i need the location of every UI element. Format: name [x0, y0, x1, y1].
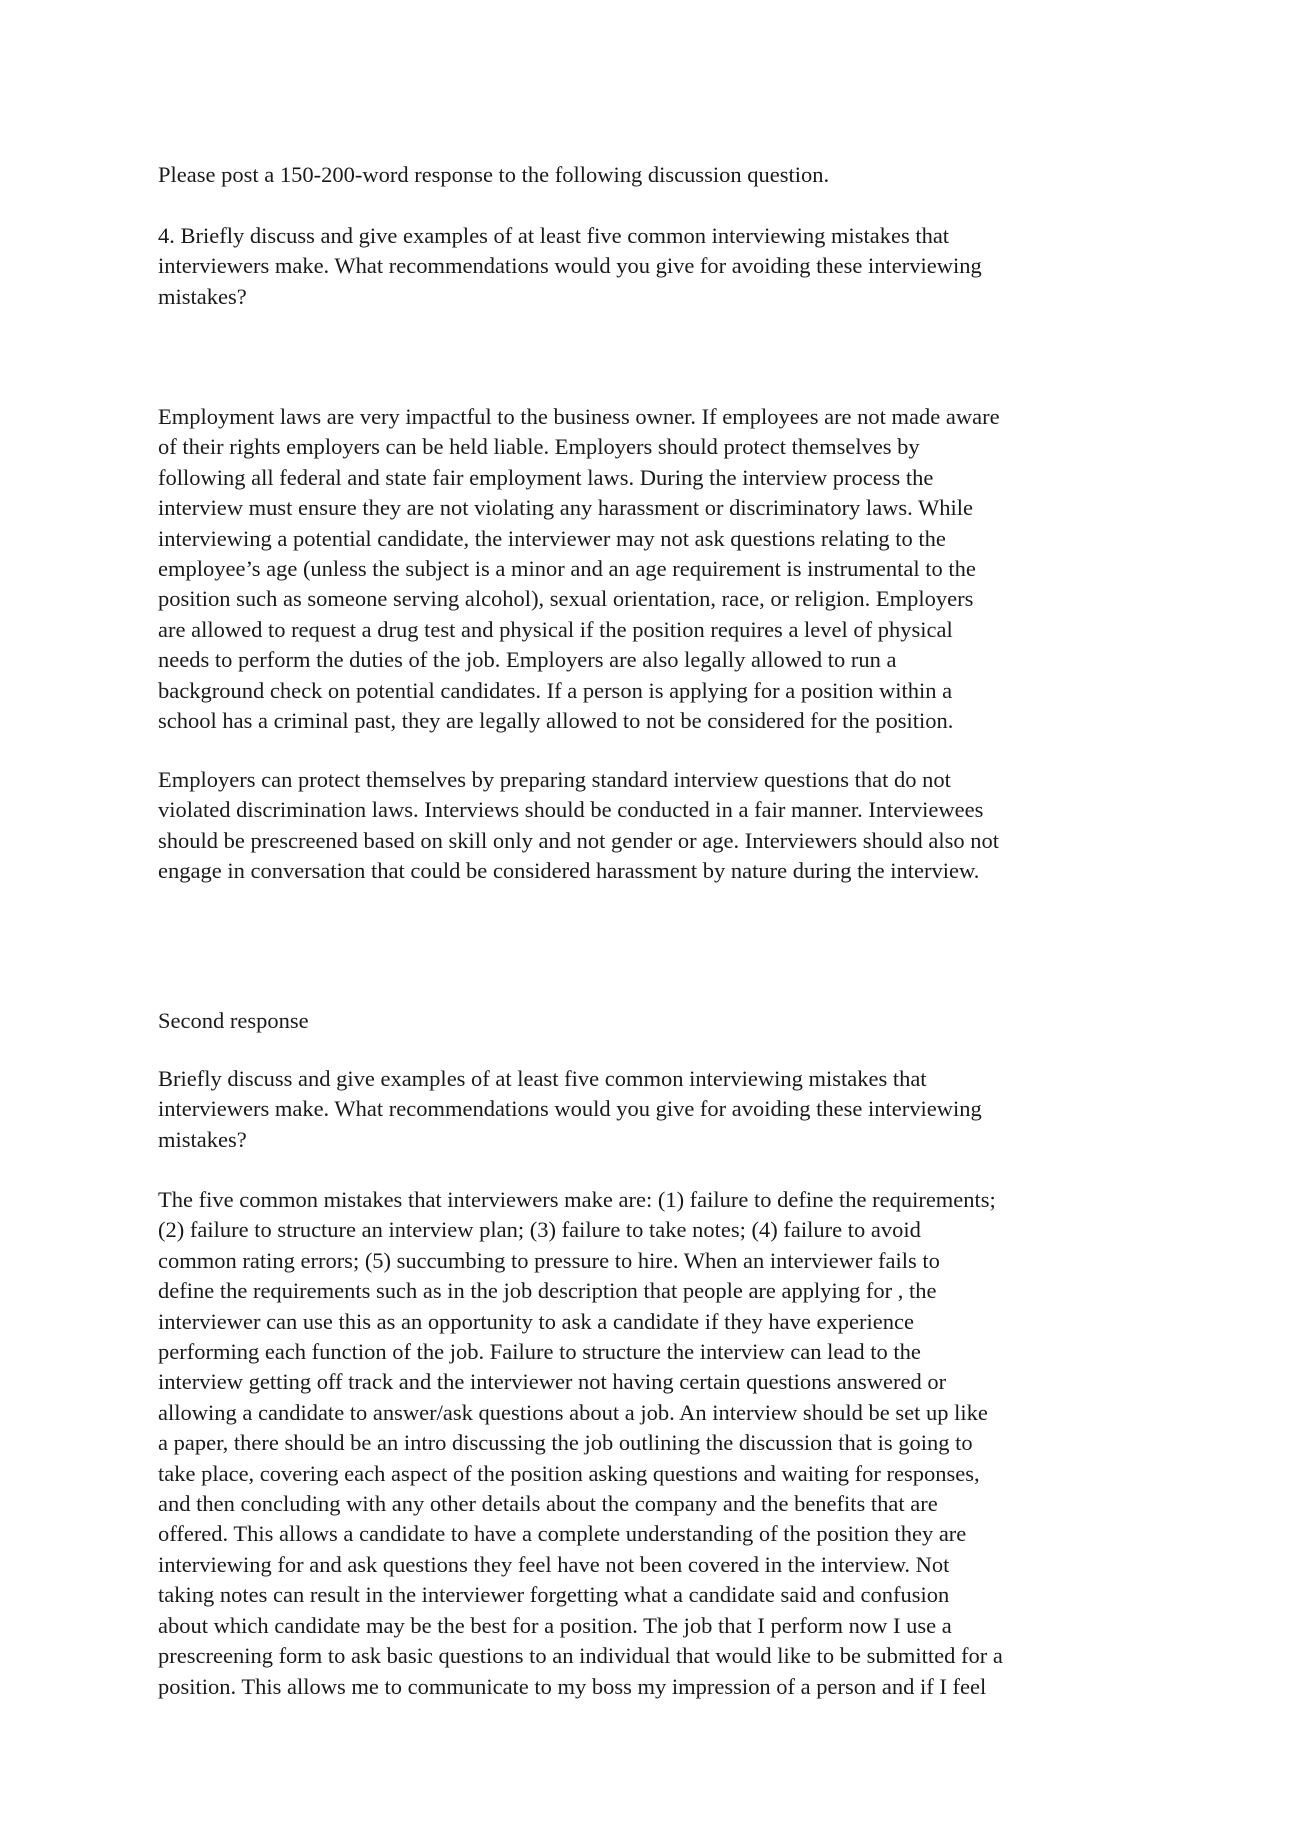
- text-line: background check on potential candidates. If a person is applying for a position within a: [158, 677, 953, 703]
- text-line: following all federal and state fair employment laws. During the interview process the: [158, 464, 934, 490]
- text-line: about which candidate may be the best for a position. The job that I perform now I use a: [158, 1612, 952, 1638]
- second-response-heading: [158, 1006, 1158, 1036]
- text-line: allowing a candidate to answer/ask questions about a job. An interview should be set up like: [158, 1399, 988, 1425]
- text-line: a paper, there should be an intro discussing the job outlining the discussion that is going to: [158, 1430, 973, 1456]
- text-line: interview must ensure they are not violating any harassment or discriminatory laws. While: [158, 495, 973, 521]
- text-line: should be prescreened based on skill only and not gender or age. Interviewers should also not: [158, 827, 1000, 853]
- text-line: (2) failure to structure an interview plan; (3) failure to take notes; (4) failure to avoid: [158, 1217, 921, 1243]
- text-line: Second response: [158, 1008, 309, 1033]
- text-line: Please post a 150-200-word response to the following discussion question.: [158, 162, 830, 187]
- text-line: violated discrimination laws. Interviews should be conducted in a fair manner. Interviewees: [158, 797, 984, 823]
- text-line: interviewers make. What recommendations would you give for avoiding these interviewing: [158, 253, 982, 279]
- text-line: interviewers make. What recommendations would you give for avoiding these interviewing: [158, 1096, 982, 1122]
- text-line: common rating errors; (5) succumbing to pressure to hire. When an interviewer fails to: [158, 1247, 940, 1273]
- second-response-question: [158, 1064, 1158, 1155]
- text-line: Employment laws are very impactful to the business owner. If employees are not made aware: [158, 404, 1000, 429]
- text-line: engage in conversation that could be considered harassment by nature during the interview.: [158, 858, 980, 884]
- text-line: performing each function of the job. Failure to structure the interview can lead to the: [158, 1339, 921, 1365]
- text-line: employee’s age (unless the subject is a minor and an age requirement is instrumental to the: [158, 556, 976, 582]
- text-line: position such as someone serving alcohol), sexual orientation, race, or religion. Employers: [158, 586, 974, 612]
- text-line: needs to perform the duties of the job. Employers are also legally allowed to run a: [158, 647, 897, 673]
- text-line: take place, covering each aspect of the position asking questions and waiting for responses,: [158, 1460, 980, 1486]
- first-response-paragraph-1: [158, 402, 1158, 736]
- first-response-paragraph-2: [158, 765, 1158, 887]
- text-line: position. This allows me to communicate to my boss my impression of a person and if I feel: [158, 1673, 987, 1699]
- text-line: school has a criminal past, they are legally allowed to not be considered for the position.: [158, 708, 954, 734]
- text-line: define the requirements such as in the job description that people are applying for , the: [158, 1278, 937, 1304]
- text-line: interviewing a potential candidate, the interviewer may not ask questions relating to the: [158, 525, 946, 551]
- text-line: The five common mistakes that interviewers make are: (1) failure to define the requirements;: [158, 1187, 996, 1212]
- text-line: Briefly discuss and give examples of at least five common interviewing mistakes that: [158, 1066, 927, 1091]
- text-line: prescreening form to ask basic questions to an individual that would like to be submitted for a: [158, 1643, 1003, 1669]
- text-line: 4. Briefly discuss and give examples of at least five common interviewing mistakes that: [158, 223, 950, 248]
- text-line: of their rights employers can be held liable. Employers should protect themselves by: [158, 434, 920, 460]
- text-line: interview getting off track and the interviewer not having certain questions answered or: [158, 1369, 947, 1395]
- text-line: interviewing for and ask questions they feel have not been covered in the interview. Not: [158, 1551, 950, 1577]
- prompt-intro: [158, 160, 1158, 190]
- second-response-answer: [158, 1185, 1158, 1702]
- discussion-question: [158, 221, 1158, 312]
- text-line: mistakes?: [158, 283, 247, 309]
- text-line: and then concluding with any other details about the company and the benefits that are: [158, 1491, 938, 1517]
- text-line: mistakes?: [158, 1126, 247, 1152]
- text-line: interviewer can use this as an opportunity to ask a candidate if they have experience: [158, 1308, 914, 1334]
- text-line: taking notes can result in the interviewer forgetting what a candidate said and confusion: [158, 1582, 950, 1608]
- text-line: offered. This allows a candidate to have a complete understanding of the position they are: [158, 1521, 967, 1547]
- text-line: Employers can protect themselves by preparing standard interview questions that do not: [158, 767, 951, 792]
- text-line: are allowed to request a drug test and physical if the position requires a level of physical: [158, 616, 953, 642]
